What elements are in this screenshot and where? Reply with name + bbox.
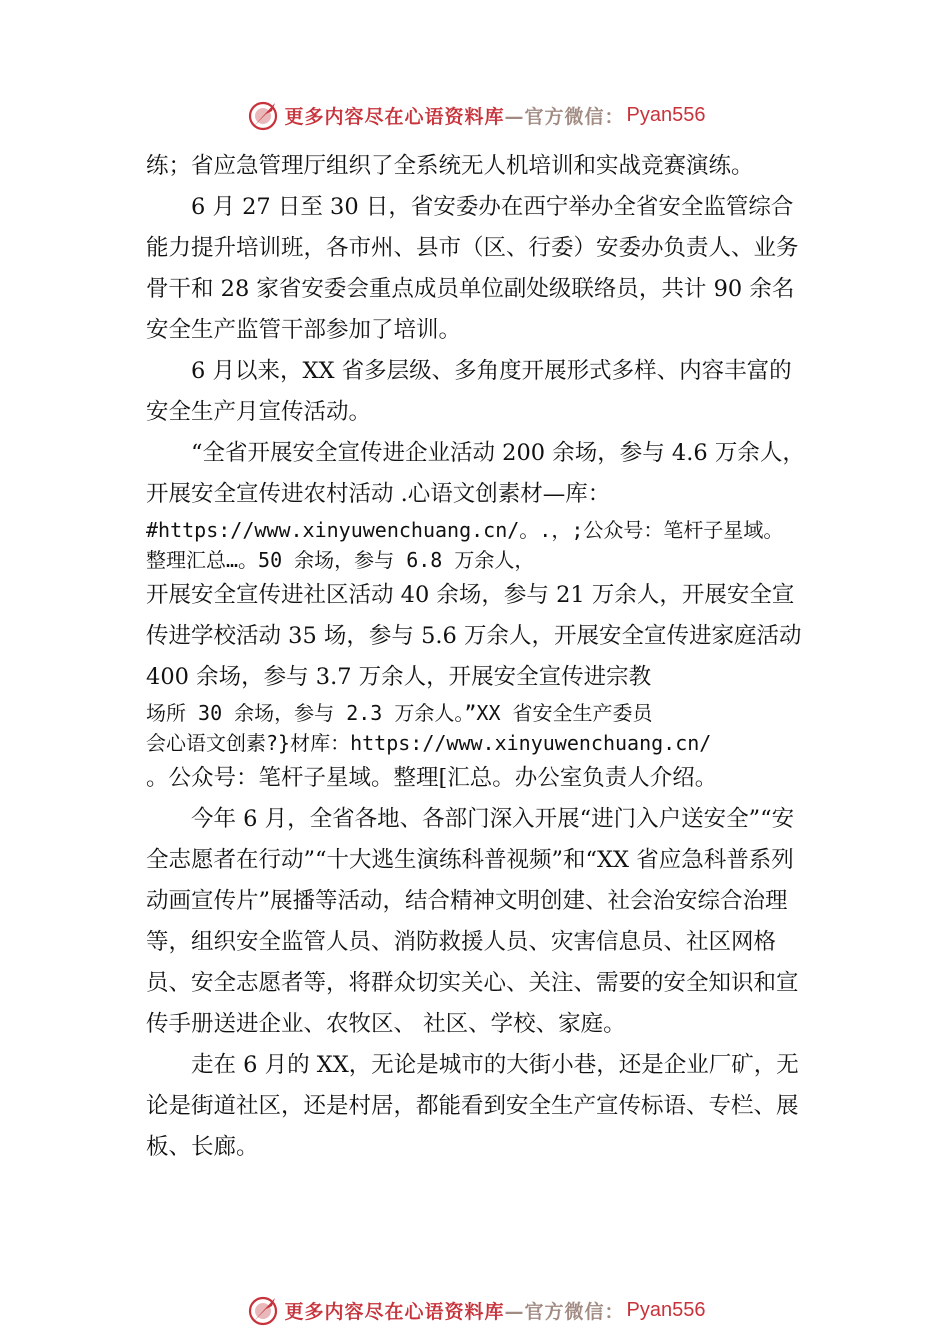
watermark-sub-text: —官方微信： — [504, 105, 625, 128]
watermark-wechat-id: Pyan556 — [626, 1298, 706, 1321]
watermark-wechat-id: Pyan556 — [626, 103, 706, 126]
footer-watermark — [0, 1290, 950, 1330]
paragraph-6: 。公众号：笔杆子星域。整理[汇总。办公室负责人介绍。 — [146, 765, 718, 791]
mono-line-4: 会心语文创素?}材库：https://www.xinyuwenchuang.cn/ — [146, 731, 712, 755]
mono-line-1: #https://www.xinyuwenchuang.cn/。.，;公众号：笔杆子星域。 — [146, 518, 784, 542]
paragraph-5: 开展安全宣传进社区活动 40 余场，参与 21 万余人，开展安全宣传进学校活动 35 场，参与 5.6 万余人，开展安全宣传进家庭活动 400 余场，参与 3.7 万余人，开展安全宣传进宗教 — [146, 582, 802, 690]
watermark-main-text: 更多内容尽在心语资料库 — [284, 105, 505, 128]
paragraph-4: “全省开展安全宣传进企业活动 200 余场，参与 4.6 万余人，开展安全宣传进农村活动 .心语文创素材—库： — [146, 440, 805, 507]
paragraph-8: 走在 6 月的 XX，无论是城市的大街小巷，还是企业厂矿，无论是街道社区，还是村居，都能看到安全生产宣传标语、专栏、展板、长廊。 — [146, 1052, 799, 1160]
paragraph-3: 6 月以来，XX 省多层级、多角度开展形式多样、内容丰富的安全生产月宣传活动。 — [146, 358, 792, 425]
mono-line-3: 场所 30 余场，参与 2.3 万余人。”XX 省安全生产委员 — [146, 701, 653, 725]
mono-line-2: 整理汇总…。50 余场，参与 6.8 万余人， — [146, 548, 535, 572]
quill-seal-icon — [245, 97, 281, 133]
watermark-main-text: 更多内容尽在心语资料库 — [284, 1300, 505, 1323]
document-body — [146, 146, 812, 1168]
paragraph-2: 6 月 27 日至 30 日，省安委办在西宁举办全省安全监管综合能力提升培训班，各市州、县市（区、行委）安委办负责人、业务骨干和 28 家省安委会重点成员单位副处级联络员，共计 90 余名安全生产监管干部参加了培训。 — [146, 194, 799, 343]
paragraph-1: 练；省应急管理厅组织了全系统无人机培训和实战竞赛演练。 — [146, 153, 754, 179]
paragraph-7: 今年 6 月，全省各地、各部门深入开展“进门入户送安全”“安全志愿者在行动”“十大逃生演练科普视频”和“XX 省应急科普系列动画宣传片”展播等活动，结合精神文明创建、社会治安综合治理等，组织安全监管人员、消防救援人员、灾害信息员、社区网格员、安全志愿者等，将群众切实关心、关注、需要的安全知识和宣传手册送进企业、农牧区、 社区、学校、家庭。 — [146, 806, 799, 1037]
watermark-sub-text: —官方微信： — [504, 1300, 625, 1323]
quill-seal-icon — [245, 1292, 281, 1328]
header-watermark — [0, 95, 950, 135]
